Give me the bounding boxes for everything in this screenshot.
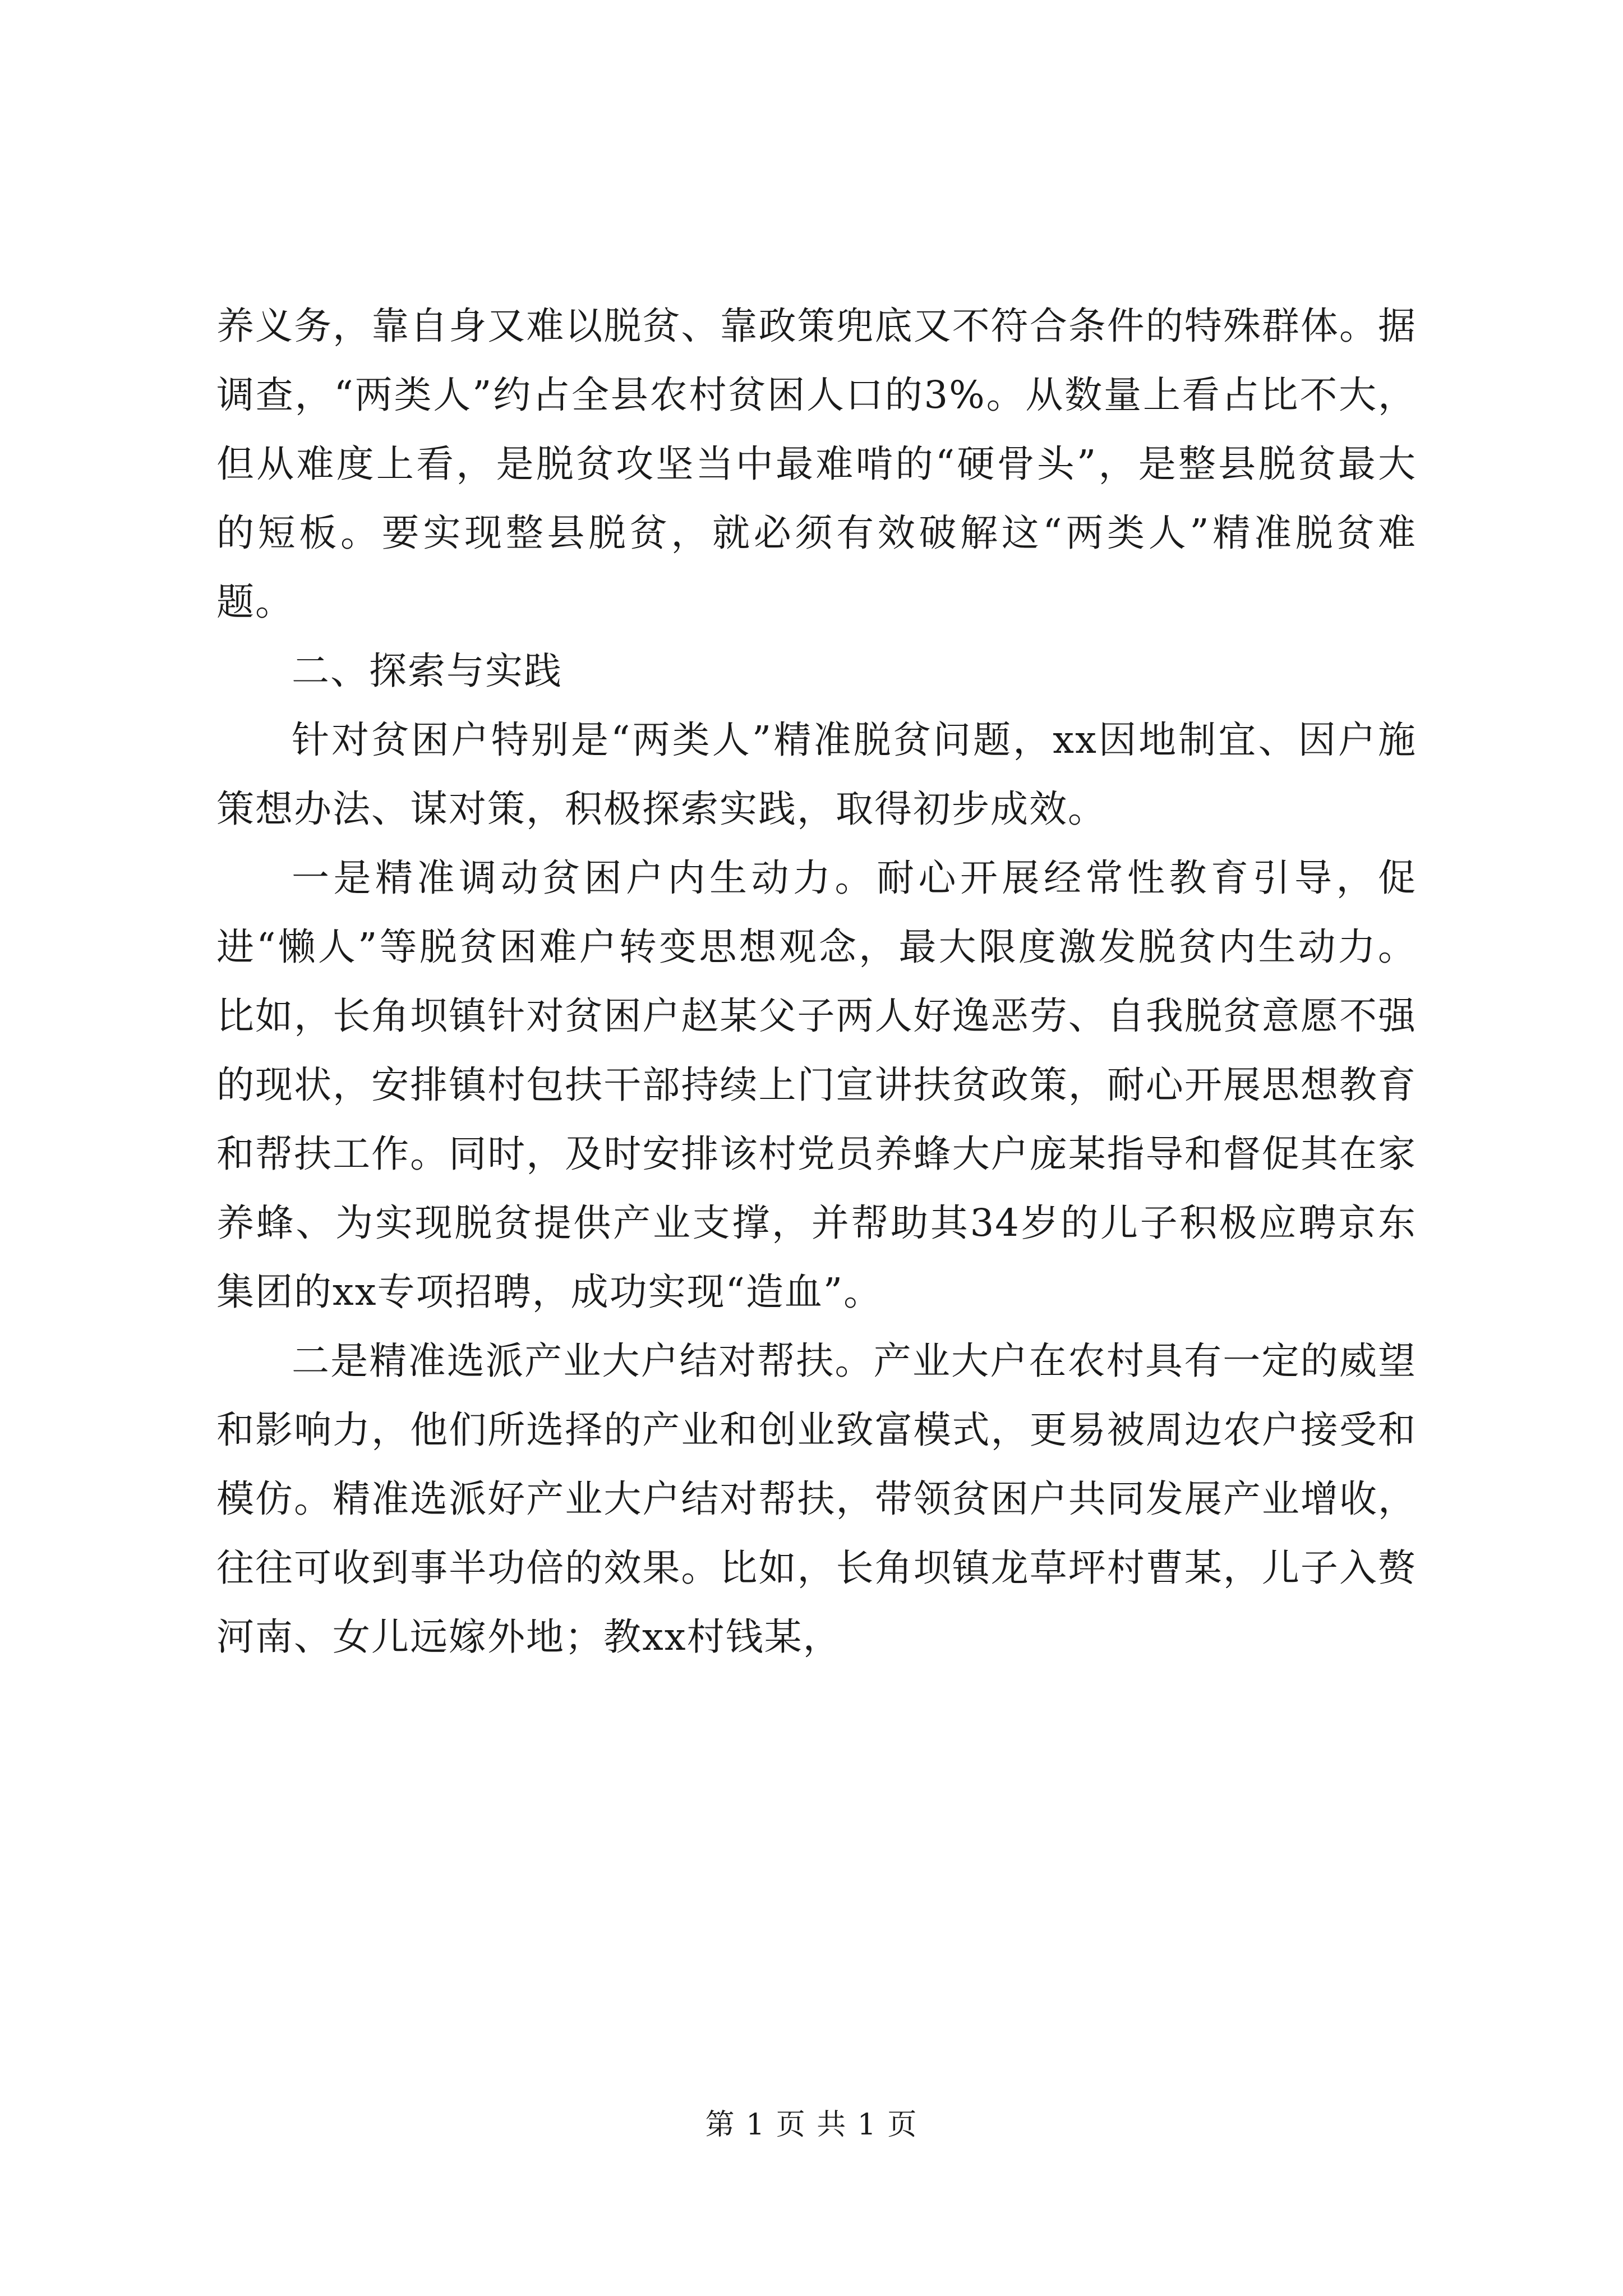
document-body (216, 292, 1417, 1672)
paragraph-point-one: 一是精准调动贫困户内生动力。耐心开展经常性教育引导，促进“懒人”等脱贫困难户转变思想观念，最大限度激发脱贫内生动力。比如，长角坝镇针对贫困户赵某父子两人好逸恶劳、自我脱贫意愿不强的现状，安排镇村包扶干部持续上门宣讲扶贫政策，耐心开展思想教育和帮扶工作。同时，及时安排该村党员养蜂大户庞某指导和督促其在家养蜂、为实现脱贫提供产业支撑，并帮助其34岁的儿子积极应聘京东集团的xx专项招聘，成功实现“造血”。 (216, 856, 1417, 1314)
section-heading: 二、探索与实践 (292, 649, 562, 693)
page-number-footer: 第 1 页 共 1 页 (705, 2108, 918, 2142)
paragraph-intro: 针对贫困户特别是“两类人”精准脱贫问题，xx因地制宜、因户施策想办法、谋对策，积极探索实践，取得初步成效。 (216, 718, 1417, 831)
paragraph-continuation: 养义务，靠自身又难以脱贫、靠政策兜底又不符合条件的特殊群体。据调查，“两类人”约占全县农村贫困人口的3%。从数量上看占比不大，但从难度上看，是脱贫攻坚当中最难啃的“硬骨头”，是整县脱贫最大的短板。要实现整县脱贫，就必须有效破解这“两类人”精准脱贫难题。 (216, 304, 1417, 624)
paragraph-point-two: 二是精准选派产业大户结对帮扶。产业大户在农村具有一定的威望和影响力，他们所选择的产业和创业致富模式，更易被周边农户接受和模仿。精准选派好产业大户结对帮扶，带领贫困户共同发展产业增收，往往可收到事半功倍的效果。比如，长角坝镇龙草坪村曹某，儿子入赘河南、女儿远嫁外地；教xx村钱某， (216, 1339, 1417, 1659)
